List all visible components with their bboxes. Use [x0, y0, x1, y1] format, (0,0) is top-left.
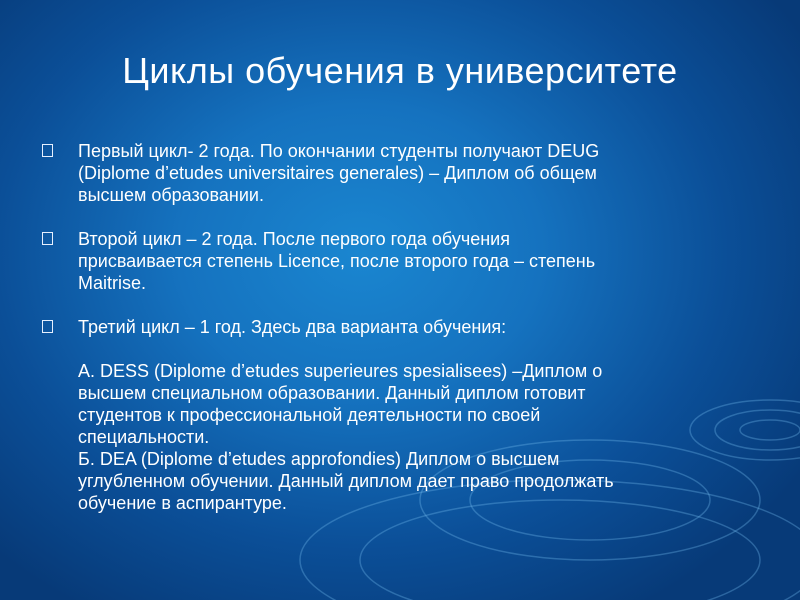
sub-item-dea	[42, 448, 742, 514]
sub-line: Б. DEA (Diplome d’etudes approfondies) Диплом о высшем	[78, 449, 560, 469]
sub-line: студентов к профессиональной деятельности по своей	[78, 405, 541, 425]
bullet-line: Третий цикл – 1 год. Здесь два варианта обучения:	[78, 317, 507, 337]
sub-line: специальности.	[78, 427, 210, 447]
bullet-item-third-cycle	[42, 316, 742, 338]
bullet-item-second-cycle	[42, 228, 742, 294]
sub-line: высшем специальном образовании. Данный диплом готовит	[78, 383, 586, 403]
sub-item-dess	[42, 360, 742, 448]
sub-line: А. DESS (Diplome d’etudes superieures spesialisees) –Диплом о	[78, 361, 603, 381]
bullet-line: присваивается степень Licence, после второго года – степень	[78, 251, 596, 271]
bullet-line: Первый цикл- 2 года. По окончании студенты получают DEUG	[78, 141, 600, 161]
bullet-line: Maitrise.	[78, 273, 147, 293]
bullet-line: (Diplome d’etudes universitaires generales) – Диплом об общем	[78, 163, 597, 183]
bullet-line: Второй цикл – 2 года. После первого года обучения	[78, 229, 510, 249]
sub-line: углубленном обучении. Данный диплом дает право продолжать	[78, 471, 614, 491]
bullet-item-first-cycle	[42, 140, 742, 206]
sub-line: обучение в аспирантуре.	[78, 493, 287, 513]
bullet-line: высшем образовании.	[78, 185, 264, 205]
square-bullet-icon	[42, 144, 53, 157]
slide-body	[42, 140, 742, 514]
slide-title: Циклы обучения в университете	[122, 50, 678, 91]
square-bullet-icon	[42, 320, 53, 333]
square-bullet-icon	[42, 232, 53, 245]
